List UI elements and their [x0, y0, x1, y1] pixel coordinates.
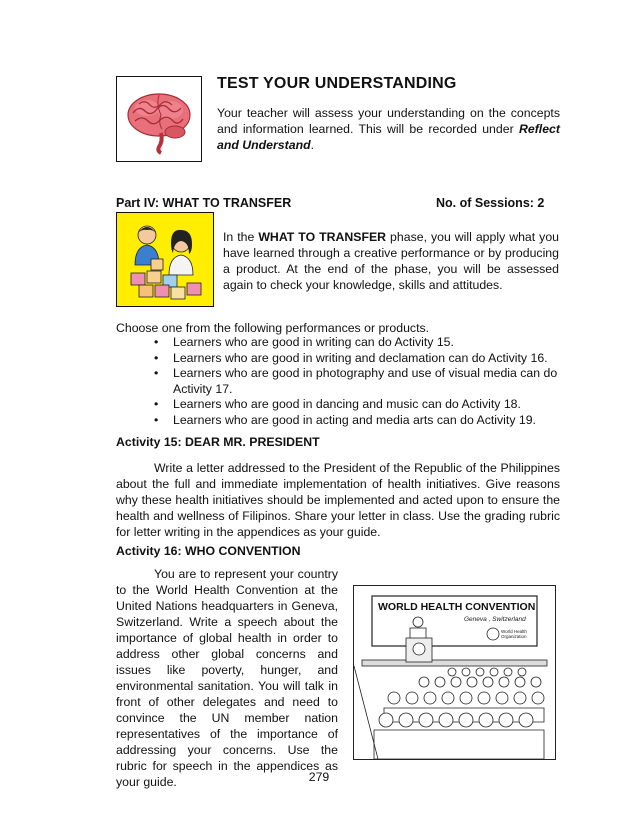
test-description: Your teacher will assess your understanding on the concepts and information learned. This will be recorded under Reflect and Understand. — [217, 106, 560, 152]
convention-illustration — [353, 585, 556, 760]
convention-hall-icon — [354, 586, 555, 759]
brain-icon — [117, 77, 201, 161]
part-title: Part IV: WHAT TO TRANSFER — [116, 196, 292, 210]
list-item: • Learners who are good in photography and use of visual media can do Activity 17. — [152, 366, 562, 397]
activity16-heading: Activity 16: WHO CONVENTION — [116, 544, 301, 558]
banner-location: Geneva , Switzerland — [464, 616, 526, 623]
brain-image — [116, 76, 202, 162]
sessions-count: No. of Sessions: 2 — [436, 196, 545, 210]
performance-list — [152, 335, 562, 429]
list-item: • Learners who are good in writing and declamation can do Activity 16. — [152, 351, 562, 367]
who-name-line2: Organization — [501, 634, 527, 639]
who-name-line1: World Health — [501, 629, 527, 634]
activity15-heading: Activity 15: DEAR MR. PRESIDENT — [116, 435, 320, 449]
transfer-intro: In the WHAT TO TRANSFER phase, you will apply what you have learned through a creative performance or by producing a product. At the end of the phase, you will be assessed again to check your knowledge, skills and attitudes. — [223, 230, 560, 292]
banner-title: WORLD HEALTH CONVENTION — [378, 601, 536, 613]
list-item: • Learners who are good in dancing and music can do Activity 18. — [152, 397, 562, 413]
list-item: • Learners who are good in writing can do Activity 15. — [152, 335, 562, 351]
activity15-body: Write a letter addressed to the President of the Republic of the Philippines about the full and immediate implementation of health initiatives. Give reasons why these health initiatives should be implemented and acted upon to ensure the health and wellness of Filipinos. Share your letter in class. Use the grading rubric for letter writing in the appendices as your guide. — [116, 461, 560, 539]
children-playing-icon — [117, 213, 213, 306]
list-item: • Learners who are good in acting and media arts can do Activity 19. — [152, 413, 562, 429]
test-title: TEST YOUR UNDERSTANDING — [217, 75, 457, 92]
children-blocks-image — [116, 212, 214, 307]
activity16-body: You are to represent your country to the World Health Convention at the United Nations headquarters in Geneva, Switzerland. Write a speech about the importance of global health in order to address other global concerns and issues like poverty, hunger, and environmental sanitation. You will talk in front of other delegates and need to convince the UN member nation representatives of the importance of addressing your concerns. Use the rubric for speech in the appendices as your guide. — [116, 567, 338, 789]
choose-instruction: Choose one from the following performances or products. — [116, 321, 430, 335]
page-number: 279 — [308, 770, 330, 784]
who-logo-icon — [487, 628, 499, 640]
